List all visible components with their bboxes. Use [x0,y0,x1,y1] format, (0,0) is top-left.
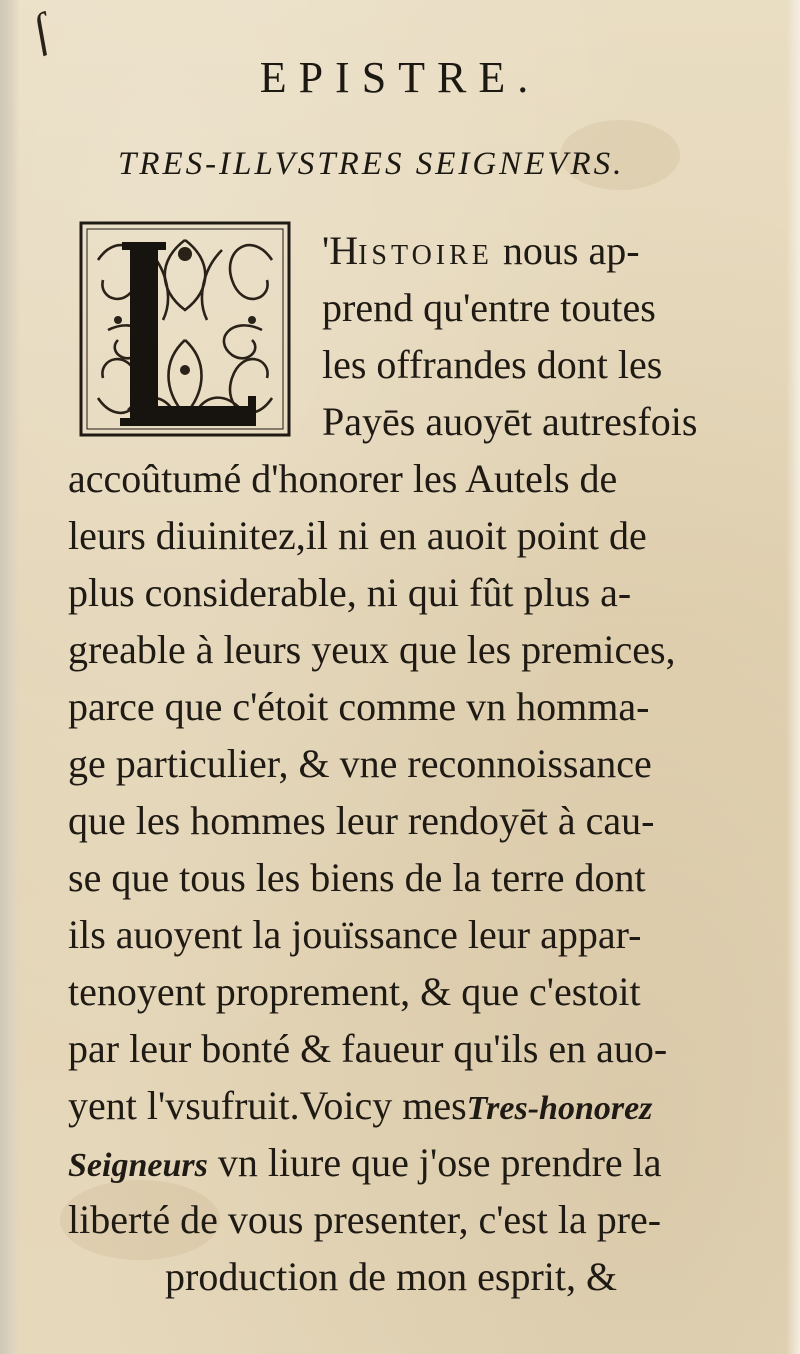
body-line: plus considerable, ni qui fût plus a- [68,570,632,615]
ornamental-dropcap [78,220,292,438]
line1-smallcaps-word: istoire [358,228,493,273]
body-line: ils auoyent la jouïssance leur appar- [68,912,642,957]
page-gutter-shadow [0,0,20,1354]
line16-italic: Tres-honorez [466,1090,653,1127]
body-line-1 [322,227,640,274]
line17-italic: Seigneurs [68,1147,208,1184]
body-line: ge particulier, & vne reconnoissance [68,741,652,786]
body-line-17 [68,1139,662,1186]
dropcap-ornament-icon [78,220,292,438]
body-line: production de mon esprit, & [165,1254,618,1299]
salutation-heading: TRES-ILLVSTRES SEIGNEVRS. [118,146,625,182]
handwritten-mark: ſ [25,4,56,57]
body-line: que les hommes leur rendoyēt à cau- [68,798,655,843]
body-line: accoûtumé d'honorer les Autels de [68,456,618,501]
body-line: les offrandes dont les [322,342,663,387]
body-line-16 [68,1082,652,1129]
body-line: leurs diuinitez,il ni en auoit point de [68,513,647,558]
body-line: greable à leurs yeux que les premices, [68,627,676,672]
body-line: liberté de vous presenter, c'est la pre- [68,1197,662,1242]
line1-suffix: nous ap- [492,228,640,273]
line17-text: vn liure que j'ose prendre la [207,1140,662,1185]
line16-text: yent l'vsufruit.Voicy mes [68,1083,467,1128]
page-edge [786,0,800,1354]
body-line: tenoyent proprement, & que c'estoit [68,969,641,1014]
body-line: se que tous les biens de la terre dont [68,855,646,900]
body-line: prend qu'entre toutes [322,285,656,330]
body-line: Payēs auoyēt autresfois [322,399,698,444]
body-line: parce que c'étoit comme vn homma- [68,684,650,729]
page-title: EPISTRE. [259,53,541,102]
line1-prefix: 'H [322,228,359,273]
body-line: par leur bonté & faueur qu'ils en auo- [68,1026,668,1071]
